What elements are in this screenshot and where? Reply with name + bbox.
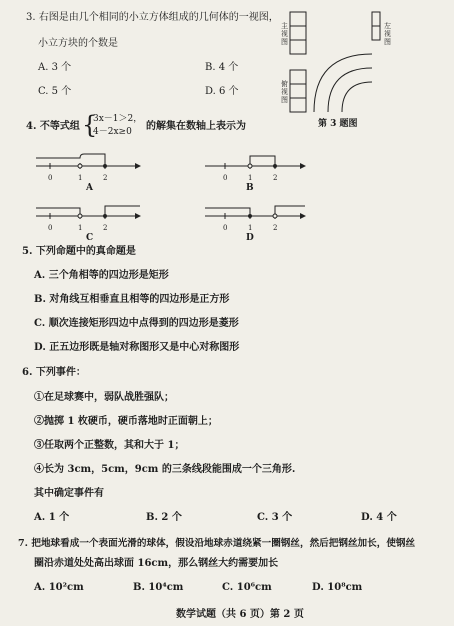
number-line-b bbox=[205, 156, 305, 169]
page-footer: 数学试题（共 6 页）第 2 页 bbox=[176, 609, 304, 620]
q7-stem: 7. 把地球看成一个表面光滑的球体，假设沿地球赤道绕紧一圈钢丝，然后把钢丝加长，使钢丝 bbox=[18, 538, 416, 549]
a-tick-1: 1 bbox=[78, 174, 83, 182]
q3-option-b: B. 4 个 bbox=[205, 62, 239, 73]
q7-option-b: B. 10⁴cm bbox=[133, 582, 184, 593]
b-tick-1: 1 bbox=[248, 174, 253, 182]
c-tick-2: 2 bbox=[103, 224, 108, 232]
q3-option-c: C. 5 个 bbox=[38, 86, 72, 97]
q3-side-view-label: 左视图 bbox=[384, 22, 391, 46]
c-tick-0: 0 bbox=[48, 224, 53, 232]
number-line-c bbox=[36, 206, 140, 219]
q5-option-d: D. 正五边形既是轴对称图形又是中心对称图形 bbox=[34, 342, 240, 353]
d-tick-2: 2 bbox=[273, 224, 278, 232]
a-tick-0: 0 bbox=[48, 174, 53, 182]
label-b: B bbox=[246, 183, 254, 193]
b-tick-0: 0 bbox=[223, 174, 228, 182]
q5-option-a: A. 三个角相等的四边形是矩形 bbox=[34, 270, 169, 281]
q4-inequality-2: 4－2x≥0 bbox=[93, 127, 132, 137]
q3-stem-2: 小立方块的个数是 bbox=[38, 38, 118, 49]
q6-event-2: ②抛掷 1 枚硬币，硬币落地时正面朝上； bbox=[34, 416, 218, 427]
q6-event-3: ③任取两个正整数，其和大于 1； bbox=[34, 440, 185, 451]
q3-option-d: D. 6 个 bbox=[205, 86, 239, 97]
q3-top-view-label: 俯视图 bbox=[281, 80, 288, 104]
q6-option-a: A. 1 个 bbox=[34, 512, 70, 523]
q7-option-c: C. 10⁶cm bbox=[222, 582, 272, 593]
q4-brace: { bbox=[82, 111, 98, 139]
number-line-d bbox=[205, 206, 305, 219]
q6-option-c: C. 3 个 bbox=[257, 512, 293, 523]
q4-stem-prefix: 4. 不等式组 bbox=[26, 121, 80, 132]
b-tick-2: 2 bbox=[273, 174, 278, 182]
c-tick-1: 1 bbox=[78, 224, 83, 232]
q7-option-a: A. 10²cm bbox=[34, 582, 84, 593]
q5-stem: 5. 下列命题中的真命题是 bbox=[22, 246, 136, 257]
q6-option-b: B. 2 个 bbox=[146, 512, 182, 523]
q7-stem-2: 圈沿赤道处处高出球面 16cm，那么钢丝大约需要加长 bbox=[34, 558, 279, 569]
q7-option-d: D. 10⁸cm bbox=[312, 582, 363, 593]
q4-number-lines bbox=[0, 148, 454, 258]
q4-stem-suffix: 的解集在数轴上表示为 bbox=[146, 121, 246, 132]
q3-stem: 3. 右图是由几个相同的小立方体组成的几何体的一视图， bbox=[26, 12, 279, 23]
q3-figure-caption: 第 3 题图 bbox=[318, 119, 358, 129]
q6-event-4: ④长为 3cm，5cm，9cm 的三条线段能围成一个三角形. bbox=[34, 464, 296, 475]
q4-inequality-1: 3x－1＞2， bbox=[93, 114, 143, 124]
q3-figure bbox=[280, 8, 400, 118]
label-c: C bbox=[86, 233, 94, 243]
q6-stem: 6. 下列事件： bbox=[22, 367, 86, 378]
a-tick-2: 2 bbox=[103, 174, 108, 182]
d-tick-0: 0 bbox=[223, 224, 228, 232]
q3-option-a: A. 3 个 bbox=[38, 62, 72, 73]
number-line-a bbox=[36, 154, 140, 169]
q5-option-b: B. 对角线互相垂直且相等的四边形是正方形 bbox=[34, 294, 230, 305]
q6-option-d: D. 4 个 bbox=[361, 512, 397, 523]
label-a: A bbox=[86, 183, 93, 193]
q5-option-c: C. 顺次连接矩形四边中点得到的四边形是菱形 bbox=[34, 318, 239, 329]
q3-front-view-label: 主视图 bbox=[281, 22, 288, 46]
q6-sub-stem: 其中确定事件有 bbox=[34, 488, 104, 499]
label-d: D bbox=[246, 233, 254, 243]
d-tick-1: 1 bbox=[248, 224, 253, 232]
q6-event-1: ①在足球赛中，弱队战胜强队； bbox=[34, 392, 174, 403]
